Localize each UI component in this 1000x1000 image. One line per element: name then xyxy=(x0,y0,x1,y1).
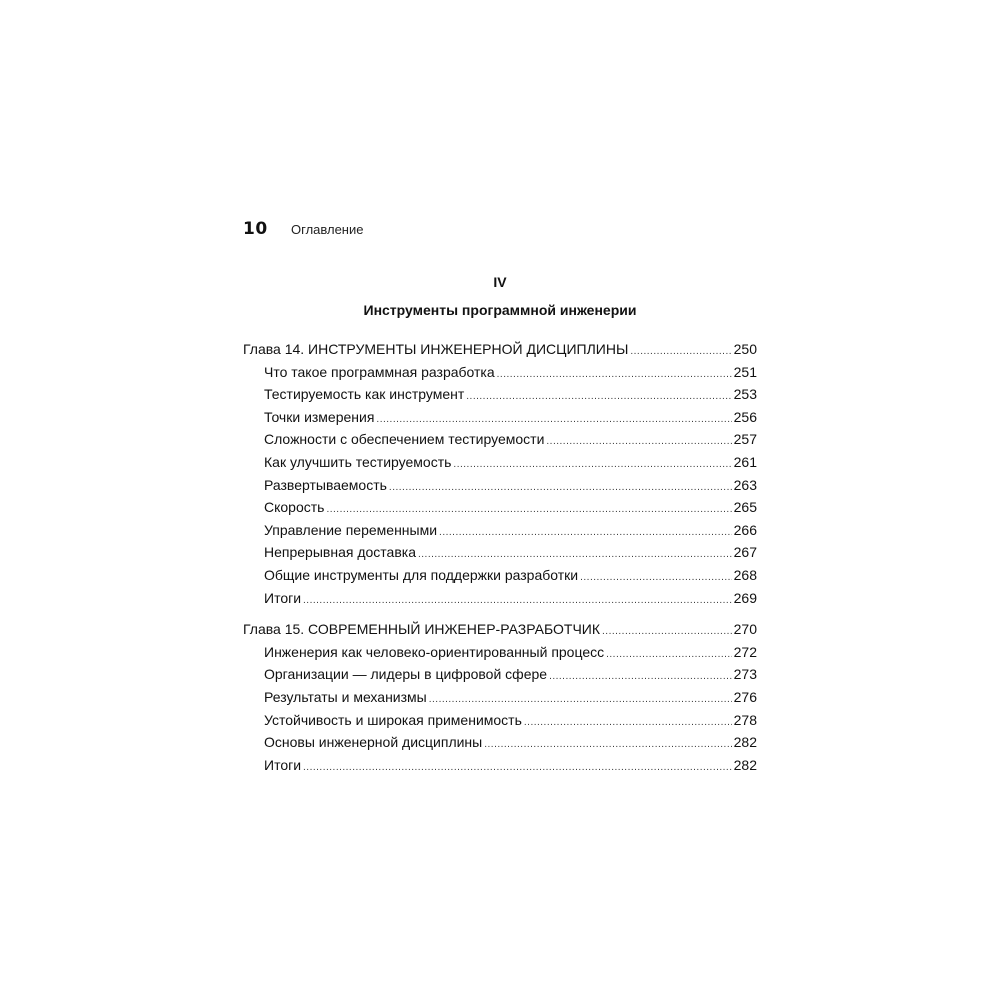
dot-leader xyxy=(630,346,731,357)
toc-section-entry[interactable] xyxy=(243,689,757,712)
dot-leader xyxy=(606,649,732,660)
toc-entry-title: Итоги xyxy=(264,756,302,773)
toc-section-entry[interactable] xyxy=(243,757,757,780)
toc-chapter xyxy=(243,621,757,779)
toc-entry-page: 270 xyxy=(733,621,757,638)
toc-entry-title: Результаты и механизмы xyxy=(264,688,427,705)
toc-entry-title: Глава 15. СОВРЕМЕННЫЙ ИНЖЕНЕР-РАЗРАБОТЧИК xyxy=(243,621,601,638)
toc-entry-title: Основы инженерной дисциплины xyxy=(264,734,483,751)
toc-entry-page: 265 xyxy=(733,499,757,516)
toc-entry-title: Организации — лидеры в цифровой сфере xyxy=(264,666,548,683)
toc-entry-page: 250 xyxy=(733,341,757,357)
part-title: Инструменты программной инженерии xyxy=(363,302,637,318)
page-number: 10 xyxy=(243,219,268,239)
dot-leader xyxy=(546,436,731,447)
running-head xyxy=(243,219,363,239)
dot-leader xyxy=(418,549,732,560)
toc-entry-page: 266 xyxy=(733,521,757,538)
dot-leader xyxy=(453,459,731,470)
toc-entry-title: Управление переменными xyxy=(264,521,438,538)
toc-section-entry[interactable] xyxy=(243,409,757,432)
dot-leader xyxy=(303,762,732,773)
toc-entry-title: Что такое программная разработка xyxy=(264,363,495,380)
toc-section-entry[interactable] xyxy=(243,567,757,590)
toc-chapter-entry[interactable] xyxy=(243,341,757,364)
toc-entry-title: Точки измерения xyxy=(264,408,375,425)
toc-entry-page: 269 xyxy=(733,589,757,606)
toc-entry-page: 268 xyxy=(733,566,757,583)
toc-section-entry[interactable] xyxy=(243,431,757,454)
toc-section-entry[interactable] xyxy=(243,590,757,613)
dot-leader xyxy=(389,482,732,493)
toc-section-entry[interactable] xyxy=(243,522,757,545)
toc-entry-title: Итоги xyxy=(264,589,302,606)
toc-section-entry[interactable] xyxy=(243,666,757,689)
toc-entry-page: 276 xyxy=(733,688,757,705)
dot-leader xyxy=(466,391,731,402)
dot-leader xyxy=(303,595,732,606)
toc-entry-title: Устойчивость и широкая применимость xyxy=(264,711,522,728)
dot-leader xyxy=(376,414,731,425)
toc-chapter-entry[interactable] xyxy=(243,621,757,644)
toc-entry-title: Общие инструменты для поддержки разработки xyxy=(264,566,579,583)
toc-entry-title: Сложности с обеспечением тестируемости xyxy=(264,431,545,448)
dot-leader xyxy=(326,504,731,515)
toc-entry-page: 263 xyxy=(733,476,757,493)
toc-entry-title: Тестируемость как инструмент xyxy=(264,386,465,403)
toc-entry-title: Как улучшить тестируемость xyxy=(264,453,452,470)
toc-entry-page: 251 xyxy=(733,363,757,380)
toc-section-entry[interactable] xyxy=(243,454,757,477)
dot-leader xyxy=(602,626,732,637)
dot-leader xyxy=(439,527,732,538)
toc-entry-page: 267 xyxy=(733,544,757,561)
toc-entry-page: 261 xyxy=(733,453,757,470)
toc-section-entry[interactable] xyxy=(243,477,757,500)
toc-section-entry[interactable] xyxy=(243,644,757,667)
toc-entry-page: 278 xyxy=(733,711,757,728)
toc-entry-page: 256 xyxy=(733,408,757,425)
toc-entry-page: 257 xyxy=(733,431,757,448)
table-of-contents xyxy=(243,341,757,788)
dot-leader xyxy=(484,739,731,750)
part-number: IV xyxy=(493,274,507,290)
toc-section-entry[interactable] xyxy=(243,712,757,735)
toc-entry-page: 253 xyxy=(733,386,757,403)
dot-leader xyxy=(429,694,732,705)
toc-entry-page: 282 xyxy=(733,756,757,773)
toc-entry-title: Инженерия как человеко-ориентированный процесс xyxy=(264,643,605,660)
toc-section-entry[interactable] xyxy=(243,499,757,522)
toc-entry-page: 272 xyxy=(733,643,757,660)
dot-leader xyxy=(549,671,732,682)
dot-leader xyxy=(497,369,732,380)
toc-entry-title: Глава 14. ИНСТРУМЕНТЫ ИНЖЕНЕРНОЙ ДИСЦИПЛИНЫ xyxy=(243,341,629,357)
toc-chapter xyxy=(243,341,757,612)
toc-entry-title: Скорость xyxy=(264,499,325,516)
running-title: Оглавление xyxy=(291,222,364,237)
toc-section-entry[interactable] xyxy=(243,386,757,409)
toc-section-entry[interactable] xyxy=(243,544,757,567)
toc-entry-title: Развертываемость xyxy=(264,476,387,493)
toc-entry-page: 273 xyxy=(733,666,757,683)
toc-section-entry[interactable] xyxy=(243,734,757,757)
dot-leader xyxy=(580,572,732,583)
dot-leader xyxy=(524,717,732,728)
toc-entry-page: 282 xyxy=(733,734,757,751)
toc-section-entry[interactable] xyxy=(243,364,757,387)
toc-entry-title: Непрерывная доставка xyxy=(264,544,416,561)
